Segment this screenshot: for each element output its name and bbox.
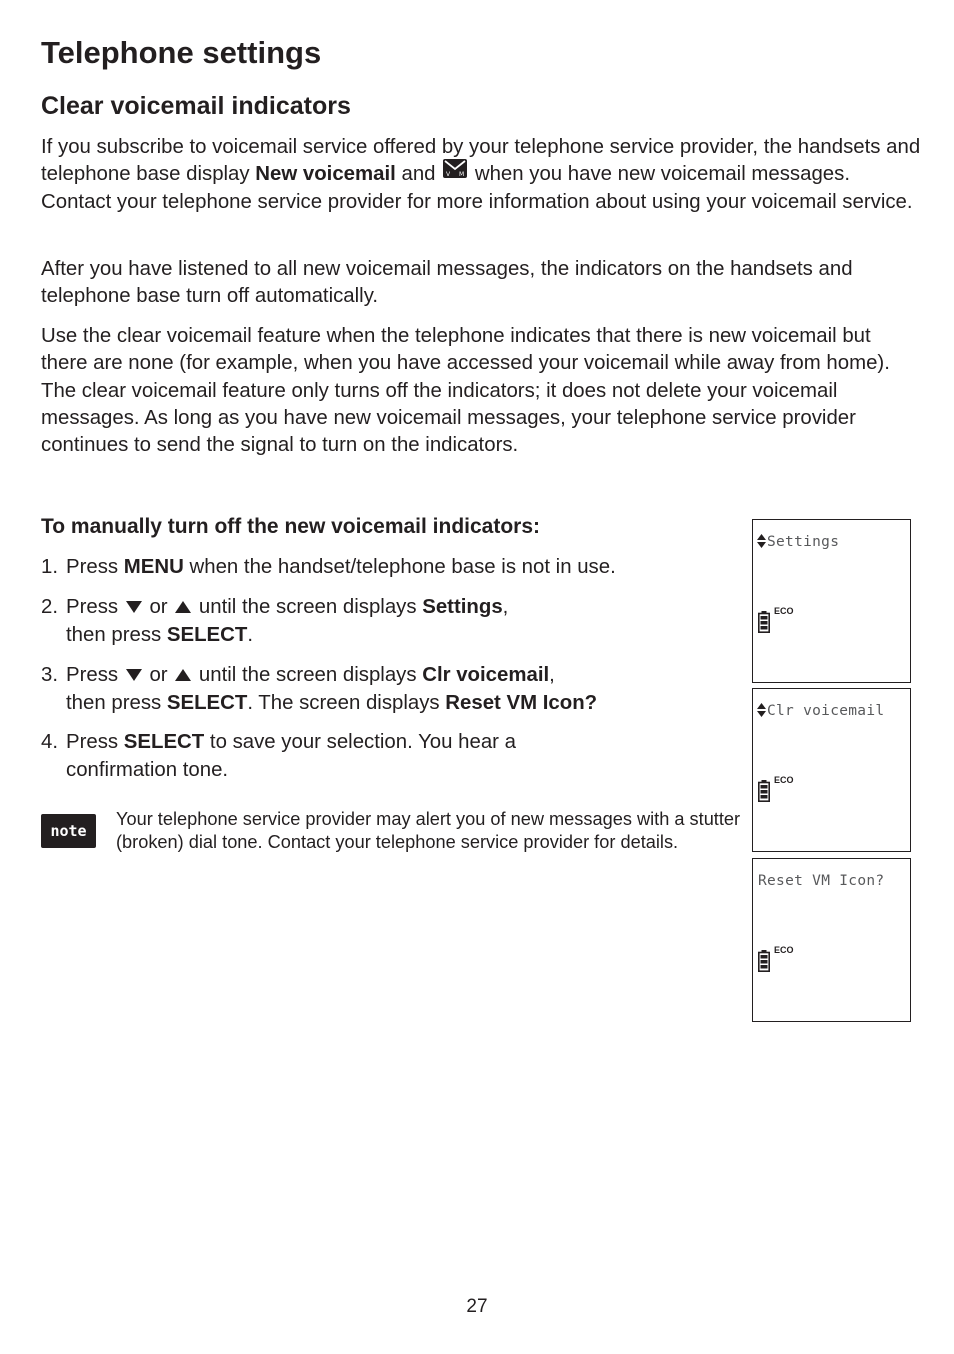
step-text: , xyxy=(549,664,555,686)
step-text: Press xyxy=(66,556,124,578)
screen-name: Settings xyxy=(422,596,503,618)
step-text: then press xyxy=(66,623,167,646)
lcd-line xyxy=(758,873,884,889)
clear-feature-paragraph: Use the clear voicemail feature when the telephone indicates that there is new voicemail but there are none (for example, when you have accessed your voicemail while away from home). The clear voicemail feature only turns off the indicators; it does not delete your voicemail messages. As long as you have new voicemail messages, your telephone service provider continues to send the signal to turn on the indicators. xyxy=(41,325,890,457)
step-text: until the screen displays xyxy=(193,664,423,686)
key-select: SELECT xyxy=(166,623,248,646)
paragraph-text: If you subscribe to voicemail service offered by your telephone service provider, the handsets and telephone base display xyxy=(41,136,921,186)
svg-text:M: M xyxy=(459,171,465,179)
note-text: Your telephone service provider may alert you of new messages with a stutter (broken) dial tone. Contact your telephone service provider for details. xyxy=(116,809,741,852)
lcd-screen-clr-voicemail xyxy=(752,688,911,852)
step-text: to save your selection. You hear a xyxy=(204,731,516,753)
lcd-screen-settings xyxy=(752,519,911,683)
procedure-title: To manually turn off the new voicemail indicators: xyxy=(41,515,541,538)
page-title: Telephone settings xyxy=(41,35,322,70)
screen-name: Reset VM Icon? xyxy=(445,691,598,714)
lcd-text: Reset VM Icon? xyxy=(758,873,885,889)
step-number: 1. xyxy=(41,556,59,578)
eco-indicator: ECO xyxy=(774,606,794,616)
key-menu: MENU xyxy=(123,556,184,578)
key-select: SELECT xyxy=(123,731,205,753)
step-text: Press xyxy=(66,731,124,753)
step-number: 2. xyxy=(41,596,59,618)
step-text: , xyxy=(502,596,509,618)
screen-name: Clr voicemail xyxy=(422,664,550,686)
page-number: 27 xyxy=(466,1296,488,1317)
new-voicemail-label: New voicemail xyxy=(255,163,396,186)
lcd-text: Settings xyxy=(767,534,840,550)
down-arrow-icon xyxy=(126,669,142,681)
paragraph-text: when you have new voicemail messages. Contact your telephone service provider for more information about using your voicemail service. xyxy=(41,163,913,213)
up-arrow-icon xyxy=(175,601,191,613)
up-arrow-icon xyxy=(175,669,191,681)
battery-icon xyxy=(758,780,770,802)
down-arrow-icon xyxy=(126,601,142,613)
scroll-updown-icon xyxy=(757,703,766,717)
step-text: then press xyxy=(66,691,167,714)
step-text: Press xyxy=(66,596,124,618)
lcd-line xyxy=(757,703,884,719)
step-text: confirmation tone. xyxy=(66,758,229,781)
voicemail-envelope-icon xyxy=(443,159,467,186)
step-number: 3. xyxy=(41,664,59,686)
note-badge: note xyxy=(41,814,96,848)
step-text: . xyxy=(247,623,253,646)
step-text: when the handset/telephone base is not in use. xyxy=(183,556,616,578)
step-number: 4. xyxy=(41,731,59,753)
auto-off-paragraph: After you have listened to all new voicemail messages, the indicators on the handsets and telephone base turn off automatically. xyxy=(41,258,853,308)
key-select: SELECT xyxy=(166,691,248,714)
battery-icon xyxy=(758,611,770,633)
step-text: until the screen displays xyxy=(193,596,423,618)
intro-paragraph xyxy=(41,134,921,216)
step-text: or xyxy=(143,596,174,618)
eco-indicator: ECO xyxy=(774,775,794,785)
lcd-line xyxy=(757,534,839,550)
paragraph-text: and xyxy=(395,163,442,186)
step-text: . The screen displays xyxy=(247,691,446,714)
step-text: Press xyxy=(66,664,124,686)
svg-text:V: V xyxy=(446,171,451,179)
battery-icon xyxy=(758,950,770,972)
scroll-updown-icon xyxy=(757,534,766,548)
lcd-text: Clr voicemail xyxy=(767,703,885,719)
section-title: Clear voicemail indicators xyxy=(41,92,351,120)
eco-indicator: ECO xyxy=(774,945,794,955)
lcd-screen-reset-vm xyxy=(752,858,911,1022)
step-text: or xyxy=(143,664,174,686)
